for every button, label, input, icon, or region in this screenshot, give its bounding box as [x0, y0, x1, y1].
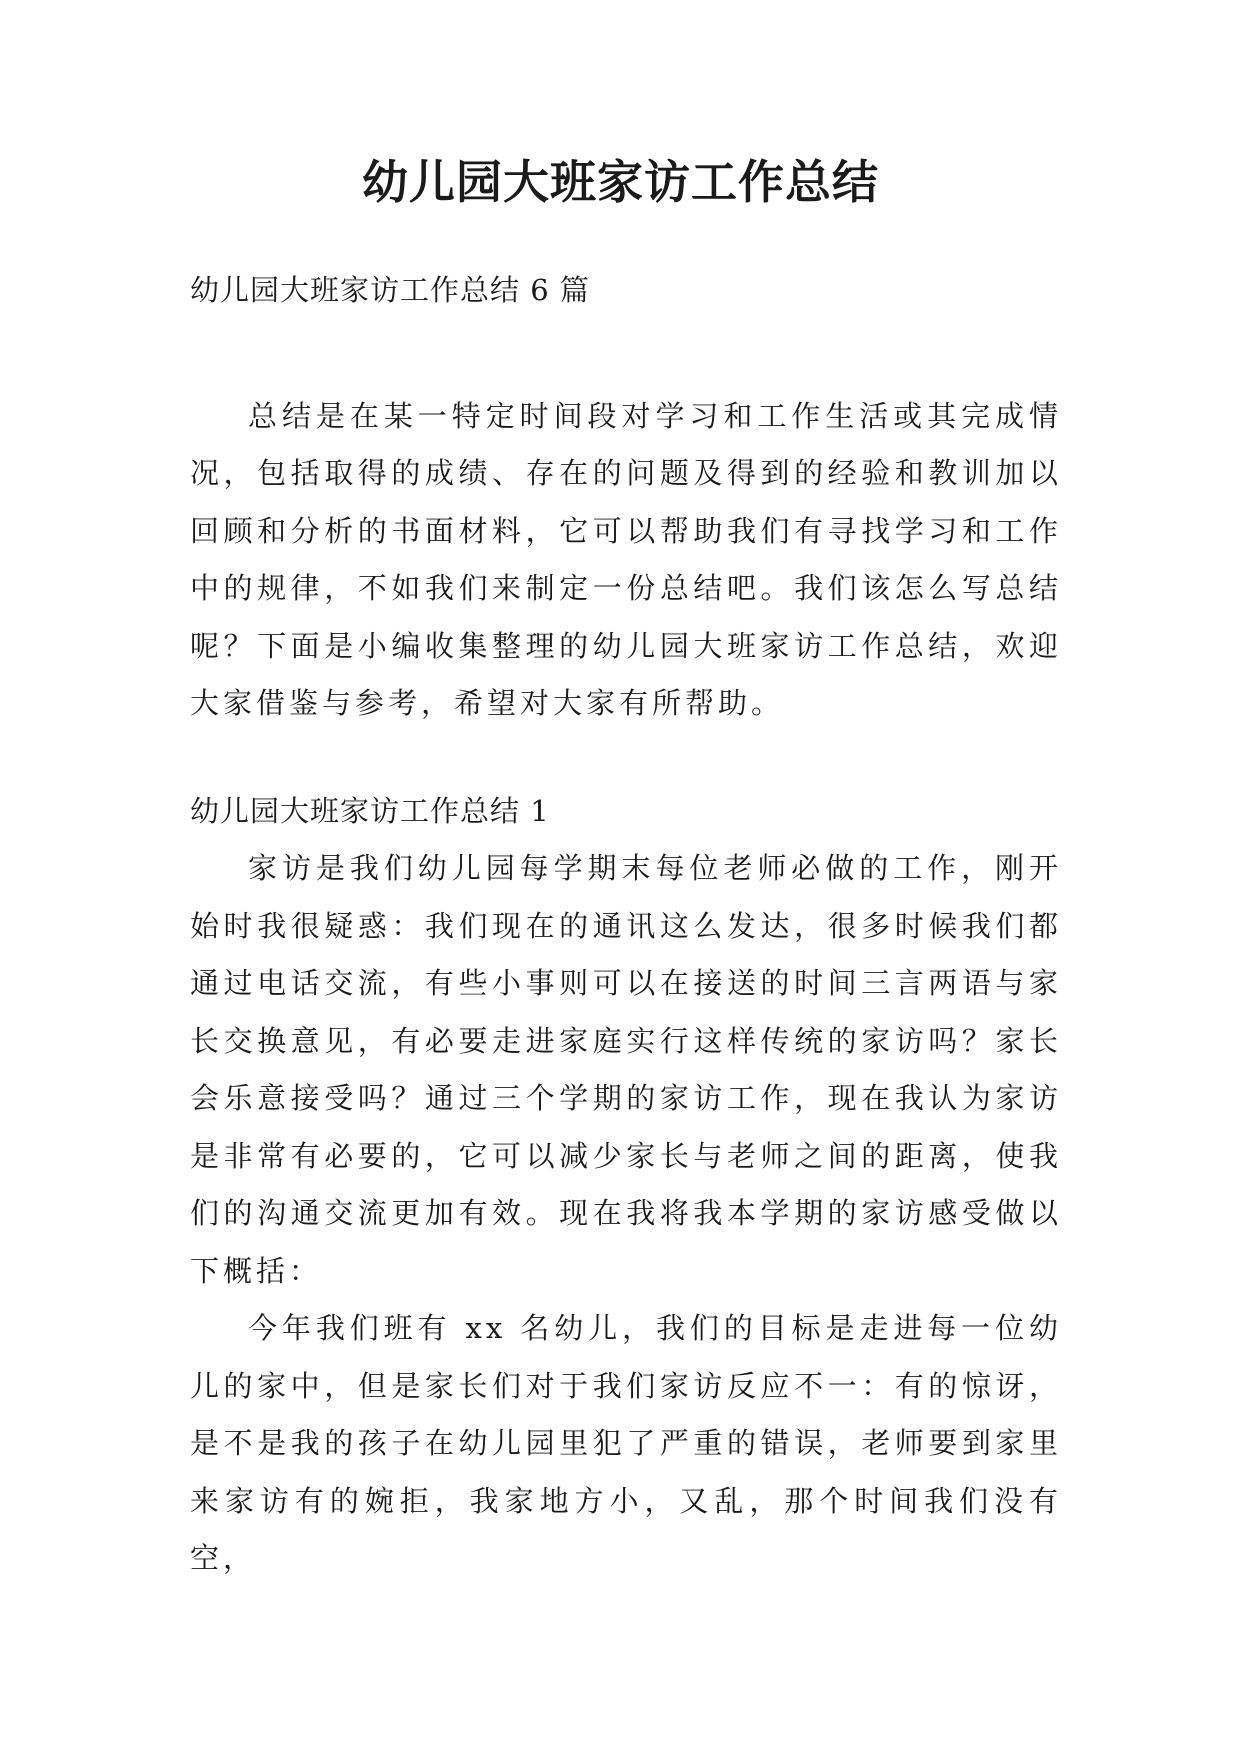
body-paragraph: 家访是我们幼儿园每学期末每位老师必做的工作，刚开始时我很疑惑：我们现在的通讯这么发达，很多时候我们都通过电话交流，有些小事则可以在接送的时间三言两语与家长交换意见，有必要走进家庭实行这样传统的家访吗？家长会乐意接受吗？通过三个学期的家访工作，现在我认为家访是非常有必要的，它可以减少家长与老师之间的距离，使我们的沟通交流更加有效。现在我将我本学期的家访感受做以下概括： — [190, 851, 1062, 1288]
section-heading: 幼儿园大班家访工作总结 1 — [190, 793, 550, 828]
document-body — [190, 262, 1062, 1588]
intro-paragraph: 总结是在某一特定时间段对学习和工作生活或其完成情况，包括取得的成绩、存在的问题及得到的经验和教训加以回顾和分析的书面材料，它可以帮助我们有寻找学习和工作中的规律，不如我们来制定一份总结吧。我们该怎么写总结呢？下面是小编收集整理的幼儿园大班家访工作总结，欢迎大家借鉴与参考，希望对大家有所帮助。 — [190, 398, 1062, 720]
body-paragraph: 今年我们班有 xx 名幼儿，我们的目标是走进每一位幼儿的家中，但是家长们对于我们家访反应不一：有的惊讶，是不是我的孩子在幼儿园里犯了严重的错误，老师要到家里来家访有的婉拒，我家地方小，又乱，那个时间我们没有空， — [190, 1311, 1062, 1575]
document-subtitle: 幼儿园大班家访工作总结 6 篇 — [190, 273, 590, 307]
document-title: 幼儿园大班家访工作总结 — [362, 155, 879, 209]
